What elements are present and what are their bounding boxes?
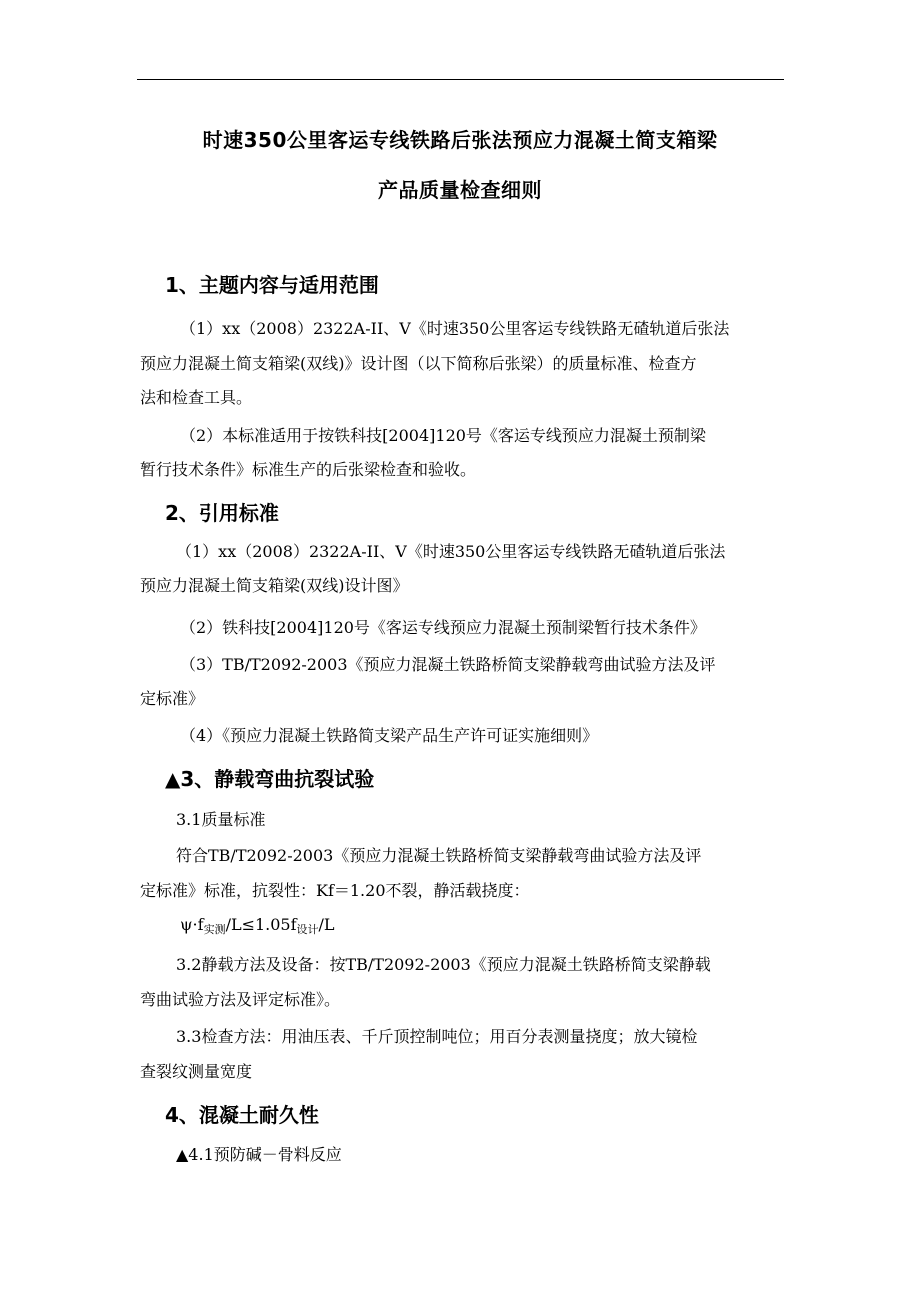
s3-formula — [180, 915, 335, 937]
s2-ref4: （4）《预应力混凝土铁路简支梁产品生产许可证实施细则》 — [180, 726, 599, 745]
formula-part-c: /L — [318, 915, 335, 934]
section-1-heading: 1、主题内容与适用范围 — [165, 273, 379, 297]
formula-sub-design: 设计 — [296, 923, 319, 936]
section-2-heading: 2、引用标准 — [165, 501, 279, 525]
s4-subsection-1: ▲4.1预防碱－骨料反应 — [176, 1145, 342, 1164]
s1-para2-line2: 暂行技术条件》标准生产的后张梁检查和验收。 — [140, 460, 477, 479]
section-3-heading: ▲3、静载弯曲抗裂试验 — [165, 767, 375, 791]
s1-para2-line1: （2）本标准适用于按铁科技[2004]120号《客运专线预应力混凝土预制梁 — [180, 426, 706, 445]
s2-ref3-line2: 定标准》 — [140, 689, 205, 708]
formula-part-b: /L≤1.05f — [225, 915, 297, 934]
s3-method-line2: 弯曲试验方法及评定标准》。 — [140, 990, 341, 1009]
s1-para1-line3: 法和检查工具。 — [140, 388, 253, 407]
formula-sub-measured: 实测 — [203, 923, 226, 936]
s3-quality-line1: 符合TB/T2092-2003《预应力混凝土铁路桥简支梁静载弯曲试验方法及评 — [176, 846, 702, 865]
s3-check-line1: 3.3检查方法：用油压表、千斤顶控制吨位；用百分表测量挠度；放大镜检 — [176, 1027, 698, 1046]
s2-ref1-line2: 预应力混凝土简支箱梁(双线)设计图》 — [140, 576, 409, 595]
s3-check-line2: 查裂纹测量宽度 — [140, 1062, 253, 1081]
s1-para1-line1: （1）xx（2008）2322A-II、V《时速350公里客运专线铁路无碴轨道后张法 — [180, 319, 730, 338]
header-rule — [137, 79, 784, 80]
s2-ref3-line1: （3）TB/T2092-2003《预应力混凝土铁路桥简支梁静载弯曲试验方法及评 — [180, 655, 716, 674]
s2-ref2: （2）铁科技[2004]120号《客运专线预应力混凝土预制梁暂行技术条件》 — [180, 618, 706, 637]
doc-title-line1: 时速350公里客运专线铁路后张法预应力混凝土简支箱梁 — [202, 128, 718, 152]
s2-ref1-line1: （1）xx（2008）2322A-II、V《时速350公里客运专线铁路无碴轨道后张法 — [176, 542, 726, 561]
formula-part-a: ψ·f — [180, 915, 204, 934]
s3-quality-title: 3.1质量标准 — [176, 810, 266, 829]
s1-para1-line2: 预应力混凝土简支箱梁(双线)》设计图（以下简称后张梁）的质量标准、检查方 — [140, 354, 697, 373]
s3-method-line1: 3.2静载方法及设备：按TB/T2092-2003《预应力混凝土铁路桥简支梁静载 — [176, 955, 711, 974]
section-4-heading: 4、混凝土耐久性 — [165, 1103, 319, 1127]
s3-quality-line2: 定标准》标准，抗裂性：Kf＝1.20不裂，静活载挠度： — [140, 881, 530, 900]
doc-title-line2: 产品质量检查细则 — [378, 178, 542, 202]
